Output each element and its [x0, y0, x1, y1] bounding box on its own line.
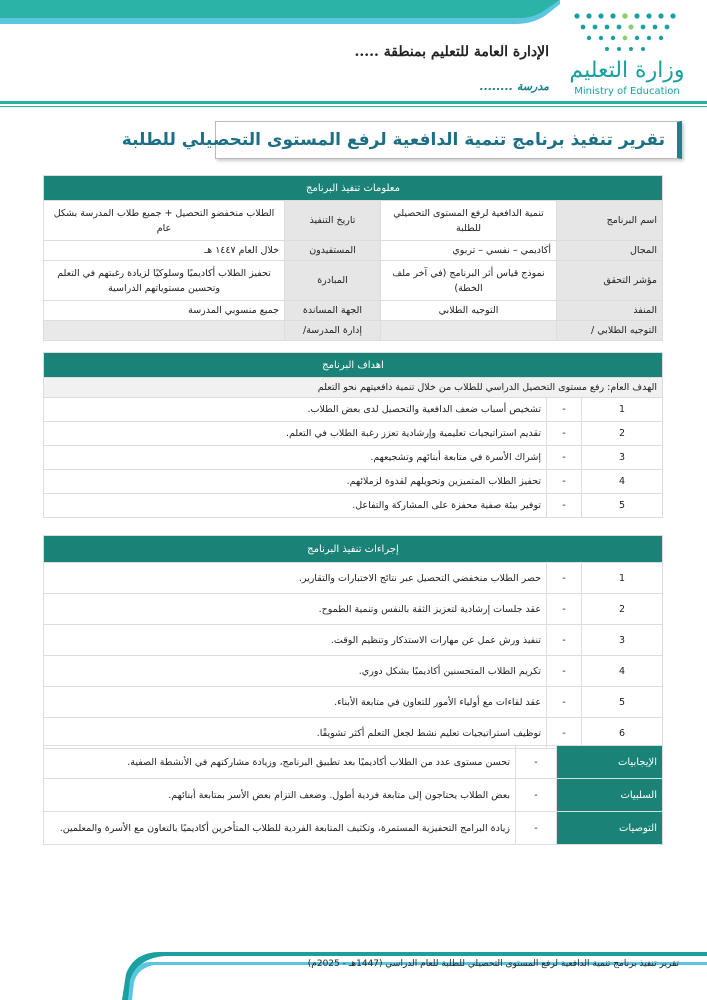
general-goal: الهدف العام: رفع مستوى التحصيل الدراسي للطلاب من خلال تنمية دافعيتهم نحو التعلم — [44, 378, 663, 398]
info-value: الطلاب منخفضو التحصيل + جميع طلاب المدرسة بشكل عام — [44, 201, 285, 241]
evaluation-dash: - — [516, 779, 557, 812]
table-row — [44, 656, 663, 687]
report-title-box — [121, 121, 682, 159]
table-row — [44, 261, 663, 301]
goal-number: 3 — [582, 446, 663, 470]
info-value: تحفيز الطلاب أكاديميًا وسلوكيًا لزيادة رغبتهم في التعلم وتحسين مستوياتهم الدراسية — [44, 261, 285, 301]
goal-number: 4 — [582, 470, 663, 494]
goal-number: 5 — [582, 494, 663, 518]
table-row — [44, 321, 663, 341]
goal-text: توفير بيئة صفية محفزة على المشاركة والتفاعل. — [44, 494, 547, 518]
info-label: الجهة المساندة — [285, 301, 381, 321]
goal-number: 1 — [582, 398, 663, 422]
procedure-number: 3 — [582, 625, 663, 656]
program-info-heading: معلومات تنفيذ البرنامج — [44, 176, 663, 201]
evaluation-table — [43, 745, 663, 845]
evaluation-dash: - — [516, 746, 557, 779]
procedure-dash: - — [547, 687, 582, 718]
info-value: التوجيه الطلابي — [381, 301, 557, 321]
info-label: اسم البرنامج — [557, 201, 663, 241]
program-goals-table — [43, 352, 663, 518]
program-info-table — [43, 175, 663, 341]
table-row — [44, 779, 663, 812]
evaluation-text: تحسن مستوى عدد من الطلاب أكاديميًا بعد تطبيق البرنامج، وزيادة مشاركتهم في الأنشطة الصفية. — [44, 746, 516, 779]
procedure-number: 4 — [582, 656, 663, 687]
goal-dash: - — [547, 446, 582, 470]
procedure-dash: - — [547, 563, 582, 594]
table-row — [44, 718, 663, 749]
procedure-dash: - — [547, 718, 582, 749]
info-value — [44, 321, 285, 341]
info-label: المستفيدون — [285, 241, 381, 261]
goal-dash: - — [547, 470, 582, 494]
evaluation-label: السلبيات — [557, 779, 663, 812]
table-row — [44, 241, 663, 261]
footer-caption: تقرير تنفيذ برنامج تنمية الدافعية لرفع المستوى التحصيلي للطلبة للعام الدراسي (1447هـ - 2025م) — [307, 959, 679, 969]
evaluation-dash: - — [516, 812, 557, 845]
procedure-number: 5 — [582, 687, 663, 718]
table-row — [44, 446, 663, 470]
info-value: أكاديمي – نفسي – تربوي — [381, 241, 557, 261]
procedure-number: 1 — [582, 563, 663, 594]
table-row — [44, 746, 663, 779]
procedure-text: توظيف استراتيجيات تعليم نشط لجعل التعلم أكثر تشويقًا. — [44, 718, 547, 749]
program-procedures-table — [43, 535, 663, 749]
info-value — [381, 321, 557, 341]
table-row — [44, 494, 663, 518]
goal-text: إشراك الأسرة في متابعة أبنائهم وتشجيعهم. — [44, 446, 547, 470]
evaluation-label: التوصيات — [557, 812, 663, 845]
table-row — [44, 301, 663, 321]
procedure-dash: - — [547, 656, 582, 687]
procedure-text: حصر الطلاب منخفضي التحصيل عبر نتائج الاختبارات والتقارير. — [44, 563, 547, 594]
goal-number: 2 — [582, 422, 663, 446]
info-label: المجال — [557, 241, 663, 261]
goal-text: تشخيص أسباب ضعف الدافعية والتحصيل لدى بعض الطلاب. — [44, 398, 547, 422]
table-row — [44, 201, 663, 241]
procedure-text: عقد لقاءات مع أولياء الأمور للتعاون في متابعة الأبناء. — [44, 687, 547, 718]
procedure-text: تكريم الطلاب المتحسنين أكاديميًا بشكل دوري. — [44, 656, 547, 687]
table-row — [44, 563, 663, 594]
education-administration-label: الإدارة العامة للتعليم بمنطقة ..... — [354, 44, 549, 60]
info-label: مؤشر التحقق — [557, 261, 663, 301]
table-row — [44, 625, 663, 656]
info-label: التوجيه الطلابي / — [557, 321, 663, 341]
goal-dash: - — [547, 422, 582, 446]
goal-dash: - — [547, 398, 582, 422]
evaluation-text: بعض الطلاب يحتاجون إلى متابعة فردية أطول. وضعف التزام بعض الأسر بمتابعة أبنائهم. — [44, 779, 516, 812]
evaluation-text: زيادة البرامج التحفيزية المستمرة، وتكثيف المتابعة الفردية للطلاب المتأخرين أكاديميًا بالتعاون مع الأسرة والمعلمين. — [44, 812, 516, 845]
procedure-text: عقد جلسات إرشادية لتعزيز الثقة بالنفس وتنمية الطموح. — [44, 594, 547, 625]
info-value: جميع منسوبي المدرسة — [44, 301, 285, 321]
info-value: نموذج قياس أثر البرنامج (في آخر ملف الخطة) — [381, 261, 557, 301]
procedure-dash: - — [547, 594, 582, 625]
procedure-text: تنفيذ ورش عمل عن مهارات الاستذكار وتنظيم الوقت. — [44, 625, 547, 656]
top-wave-decoration — [0, 0, 560, 26]
procedure-number: 2 — [582, 594, 663, 625]
goals-heading: اهداف البرنامج — [44, 353, 663, 378]
table-row — [44, 398, 663, 422]
info-value: تنمية الدافعية لرفع المستوى التحصيلي للطلبة — [381, 201, 557, 241]
ministry-logo-icon — [567, 10, 687, 56]
report-title: تقرير تنفيذ برنامج تنمية الدافعية لرفع المستوى التحصيلي للطلبة — [121, 130, 665, 150]
footer-wave-decoration — [0, 946, 707, 1000]
info-label: إدارة المدرسة/ — [285, 321, 381, 341]
evaluation-label: الإيجابيات — [557, 746, 663, 779]
info-value: خلال العام ١٤٤٧ هـ — [44, 241, 285, 261]
goal-text: تحفيز الطلاب المتميزين وتحويلهم لقدوة لزملائهم. — [44, 470, 547, 494]
table-row — [44, 594, 663, 625]
info-label: المنفذ — [557, 301, 663, 321]
table-row — [44, 470, 663, 494]
ministry-logo-english: Ministry of Education — [574, 86, 680, 97]
table-row — [44, 687, 663, 718]
header-divider-thin — [0, 106, 707, 107]
info-label: تاريخ التنفيذ — [285, 201, 381, 241]
table-row — [44, 422, 663, 446]
goal-text: تقديم استراتيجيات تعليمية وإرشادية تعزز رغبة الطلاب في التعلم. — [44, 422, 547, 446]
goal-dash: - — [547, 494, 582, 518]
header-divider — [0, 101, 707, 104]
school-label: مدرسة ........ — [479, 80, 549, 93]
procedure-dash: - — [547, 625, 582, 656]
ministry-logo-arabic: وزارة التعليم — [569, 58, 685, 83]
procedure-number: 6 — [582, 718, 663, 749]
procedures-heading: إجراءات تنفيذ البرنامج — [44, 536, 663, 563]
table-row — [44, 812, 663, 845]
info-label: المبادرة — [285, 261, 381, 301]
